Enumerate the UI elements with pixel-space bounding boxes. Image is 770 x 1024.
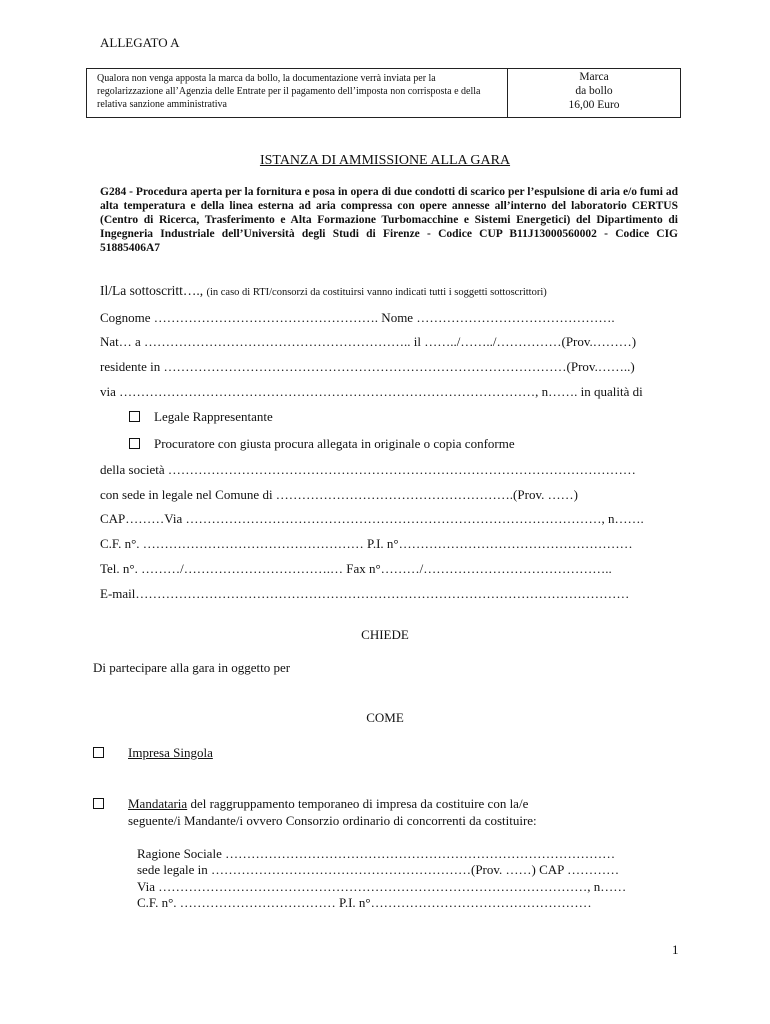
checkbox-icon[interactable] [129,438,140,449]
company-field[interactable]: della società ……………………………………………………………………………………………… [100,462,636,477]
option-label: Mandataria [128,796,188,811]
option-legal-representative[interactable] [129,409,273,425]
email-field[interactable]: E-mail…………………………………………………………………………………………………… [100,586,630,601]
mandataria-text-1: del raggruppamento temporaneo di impresa da costituire con la/e [187,796,529,811]
signatory-note: (in caso di RTI/consorzi da costituirsi vanno indicati tutti i soggetti sottoscrittori) [206,287,547,298]
stamp-notice-text: Qualora non venga apposta la marca da bollo, la documentazione verrà inviata per la regolarizzazione all’Agenzia delle Entrate per il pagamento dell’imposta non corrisposta e della relativa sanzione amministrativa [97,73,481,110]
street-field[interactable]: via ……………………………………………………………………………………, n……. in qualità di [100,384,643,399]
birth-field[interactable]: Nat… a …………………………………………………….. il ……../……../……………(Prov.………) [100,334,637,349]
tender-subject: G284 - Procedura aperta per la fornitura e posa in opera di due condotti di scarico per l’espulsione di aria e/o fumi ad alta temperatura e della linea esterna ad aria compressa con opere annesse all’interno del laboratorio CERTUS (Centro di Ricerca, Trasferimento e Alta Formazione Turbomacchine e Sistemi Energetici) del Dipartimento di Ingegneria Industriale dell’Università degli Studi di Firenze - Codice CUP B11J13000560002 - Codice CIG 51885406A7 [100,186,678,254]
stamp-line-2: da bollo [575,85,613,97]
attachment-label: ALLEGATO A [100,35,180,50]
page-title: ISTANZA DI AMMISSIONE ALLA GARA [259,153,511,168]
option-label: Impresa Singola [128,745,213,760]
checkbox-icon[interactable] [93,798,104,809]
stamp-line-1: Marca [579,71,609,83]
postcode-street-field[interactable]: CAP………Via ……………………………………………………………………………………, n……. [100,511,644,526]
option-label: Procuratore con giusta procura allegata in originale o copia conforme [154,436,515,451]
page-number: 1 [672,942,679,957]
mandante-tax-code-field[interactable]: C.F. n°. ……………………………… P.I. n°…………………………………………… [137,895,592,910]
signatory-line [100,283,547,299]
checkbox-icon[interactable] [93,747,104,758]
phone-fax-field[interactable]: Tel. n°. ………/…………………………….… Fax n°………/…………………………………….. [100,561,612,576]
mandante-company-field[interactable]: Ragione Sociale ……………………………………………………………………………… [137,846,616,861]
mandante-seat-field[interactable]: sede legale in ……………………………………………………(Prov. ……) CAP ………… [137,862,620,877]
chiede-text: Di partecipare alla gara in oggetto per [93,660,291,675]
come-heading: COME [366,710,404,725]
checkbox-icon[interactable] [129,411,140,422]
notice-box [86,68,681,118]
tax-code-field[interactable]: C.F. n°. …………………………………………… P.I. n°……………………………………………… [100,536,633,551]
option-label: Legale Rappresentante [154,409,273,424]
signatory-label: Il/La sottoscritt…., [100,283,207,298]
option-mandataria[interactable] [93,796,528,812]
revenue-stamp-box [508,70,680,112]
option-single-company[interactable] [93,745,213,761]
option-attorney[interactable] [129,436,515,452]
mandataria-text-2: seguente/i Mandante/i ovvero Consorzio ordinario di concorrenti da costituire: [128,813,537,828]
surname-name-field[interactable]: Cognome ……………………………………………. Nome ………………………………………. [100,310,615,325]
chiede-heading: CHIEDE [361,627,409,642]
mandante-street-field[interactable]: Via ………………………………………………………………………………………, n…… [137,879,627,894]
stamp-line-3: 16,00 Euro [568,99,620,111]
company-seat-field[interactable]: con sede in legale nel Comune di ……………………………………………….(Prov. ……) [100,487,578,502]
residence-field[interactable]: residente in …………………………………………………………………………………(Prov.……..) [100,359,635,374]
